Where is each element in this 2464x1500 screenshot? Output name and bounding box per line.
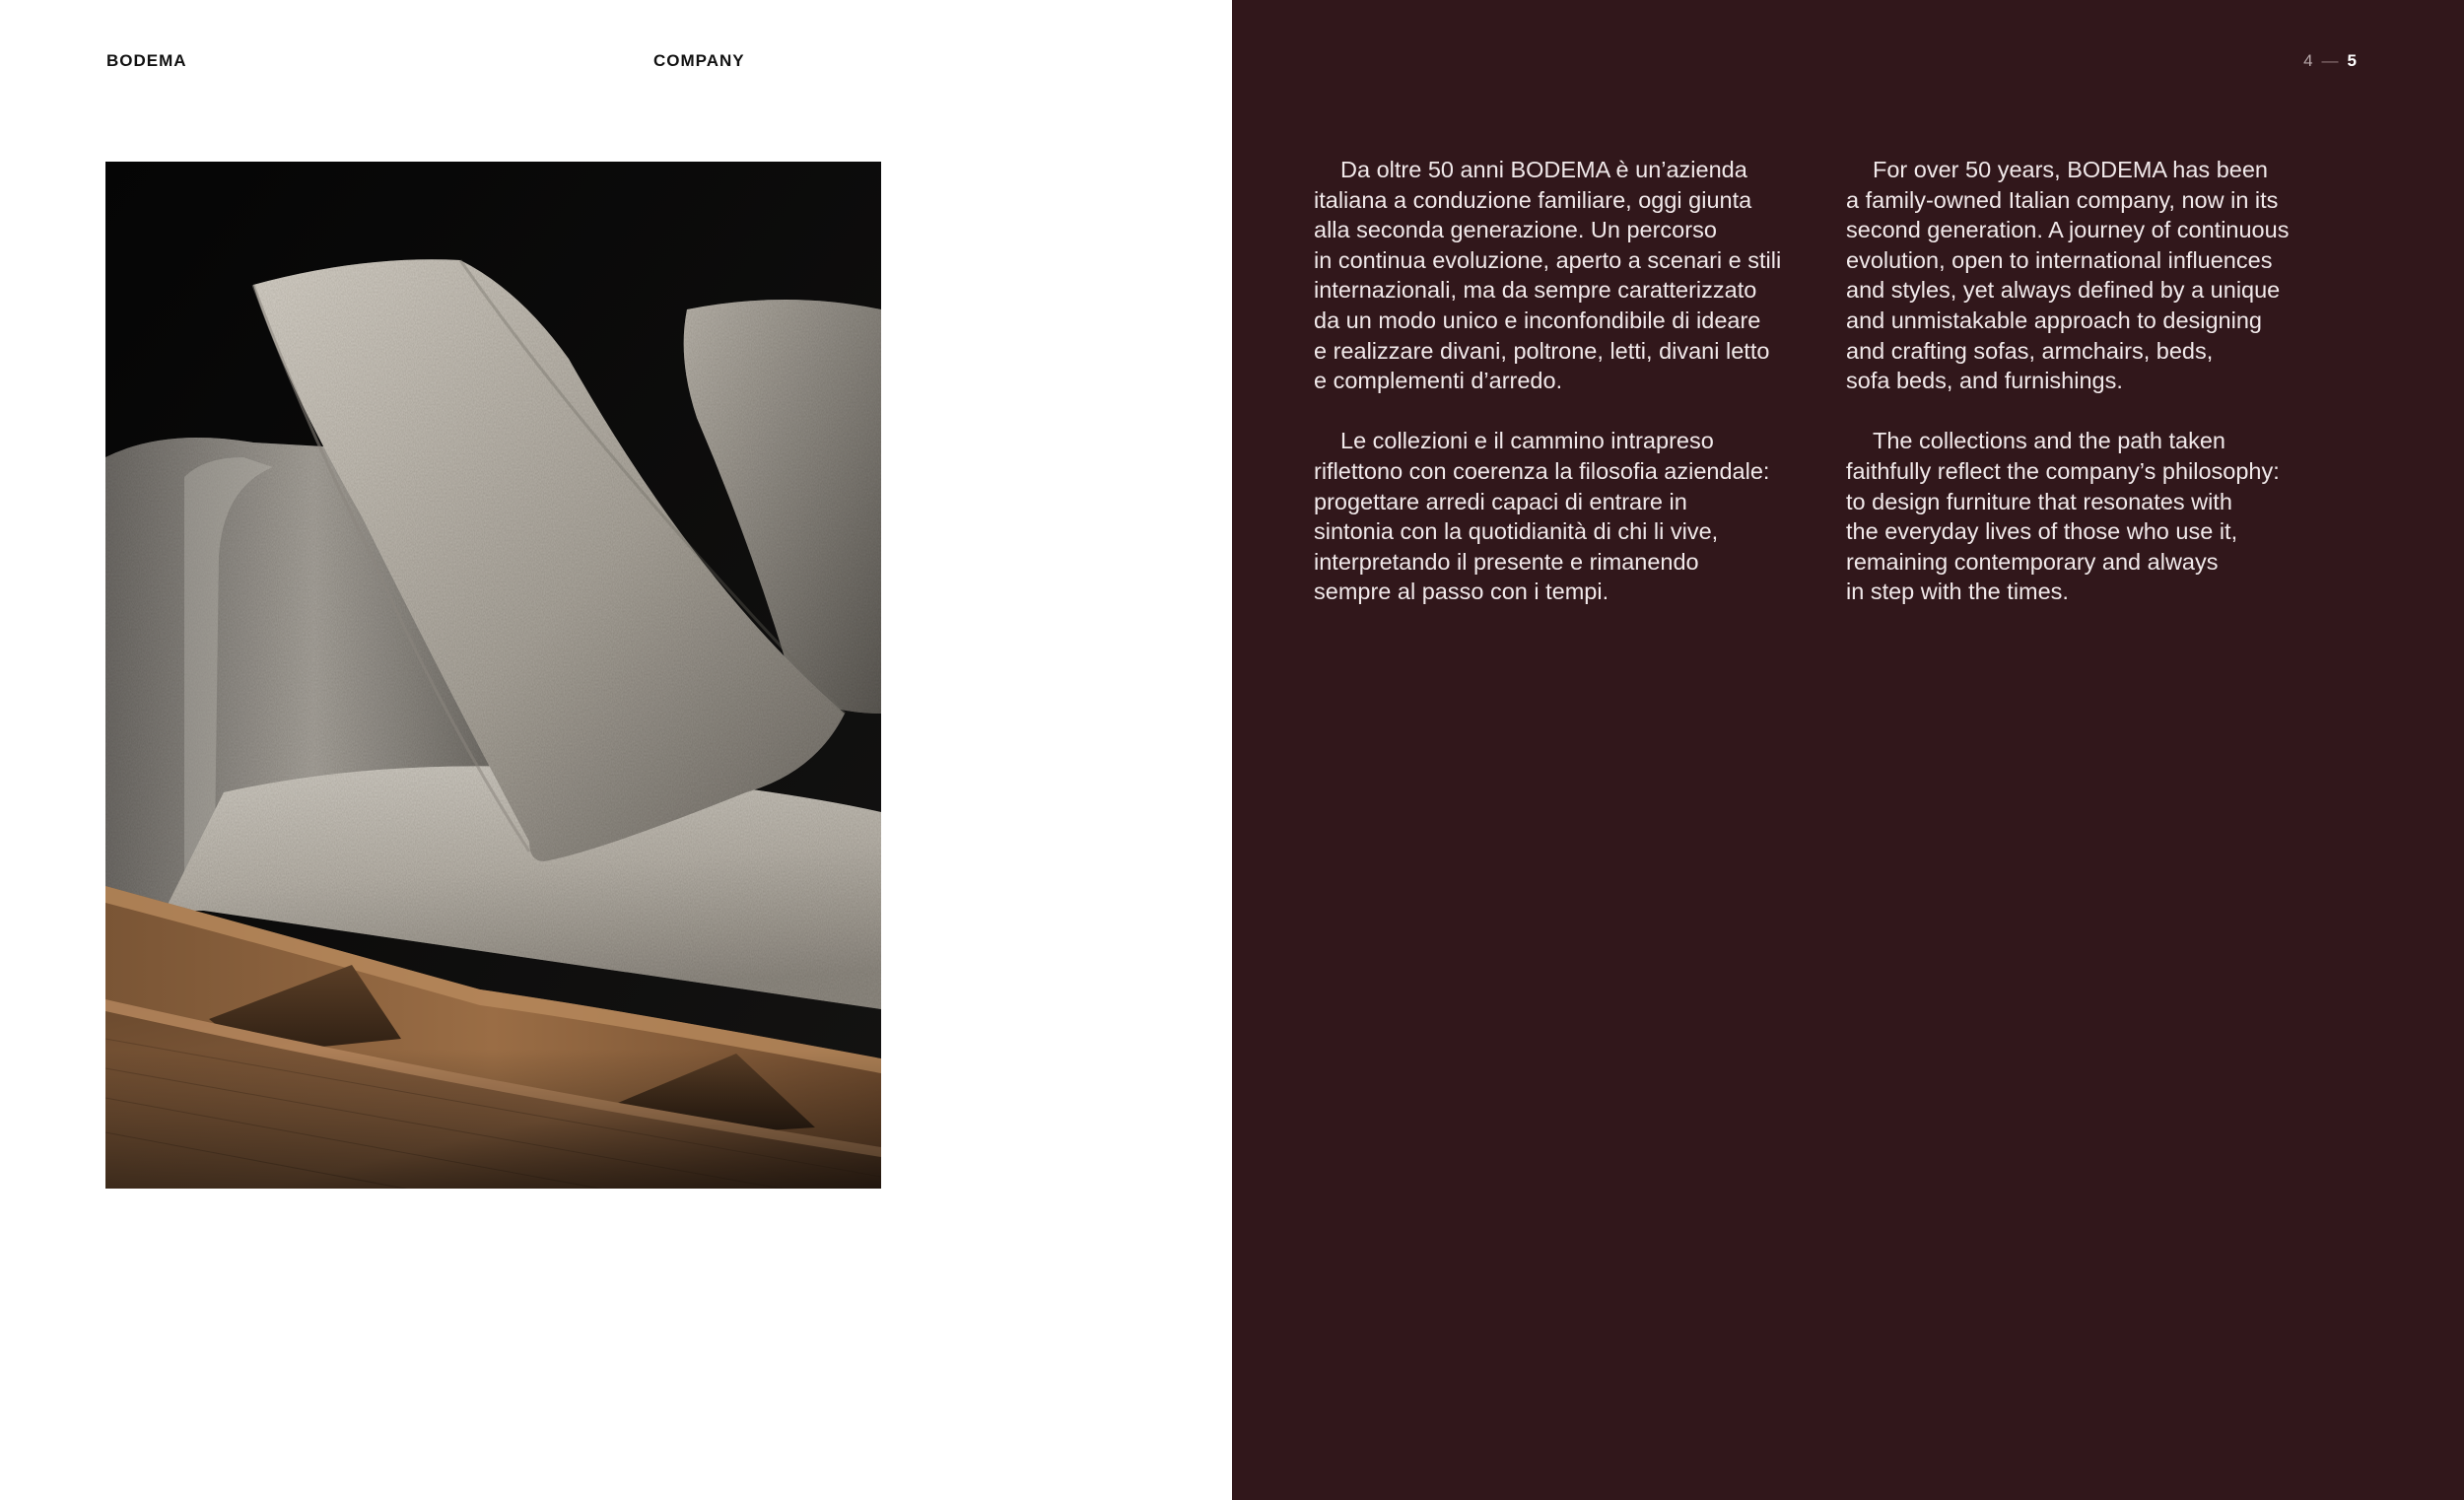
italian-text-column — [1314, 155, 1836, 638]
brand-name: BODEMA — [106, 51, 187, 70]
english-paragraph-2: The collections and the path taken faithfully reflect the company’s philosophy: to design furniture that resonates with the everyday lives of those who use it, remaining contemporary and always in step with the times. — [1846, 428, 2280, 605]
page-numbers — [2303, 51, 2358, 71]
page-number-left: 4 — [2303, 51, 2314, 70]
italian-paragraph-1: Da oltre 50 anni BODEMA è un’azienda italiana a conduzione familiare, oggi giunta alla seconda generazione. Un percorso in continua evoluzione, aperto a scenari e stili internazionali, ma da sempre caratterizzato da un modo unico e inconfondibile di ideare e realizzare divani, poltrone, letti, divani letto e complementi d’arredo. — [1314, 157, 1782, 394]
page-number-current: 5 — [2347, 51, 2358, 70]
english-paragraph-1: For over 50 years, BODEMA has been a family-owned Italian company, now in its second generation. A journey of continuous evolution, open to international influences and styles, yet always defined by a unique and unmistakable approach to designing and crafting sofas, armchairs, beds, sofa beds, and furnishings. — [1846, 157, 2290, 394]
italian-paragraph-2: Le collezioni e il cammino intrapreso riflettono con coerenza la filosofia aziendale: progettare arredi capaci di entrare in sintonia con la quotidianità di chi li vive, interpretando il presente e rimanendo sempre al passo con i tempi. — [1314, 428, 1770, 605]
sofa-photo — [105, 162, 881, 1189]
section-title: COMPANY — [653, 51, 745, 70]
english-text-column — [1846, 155, 2368, 638]
page-separator: — — [2321, 51, 2340, 70]
